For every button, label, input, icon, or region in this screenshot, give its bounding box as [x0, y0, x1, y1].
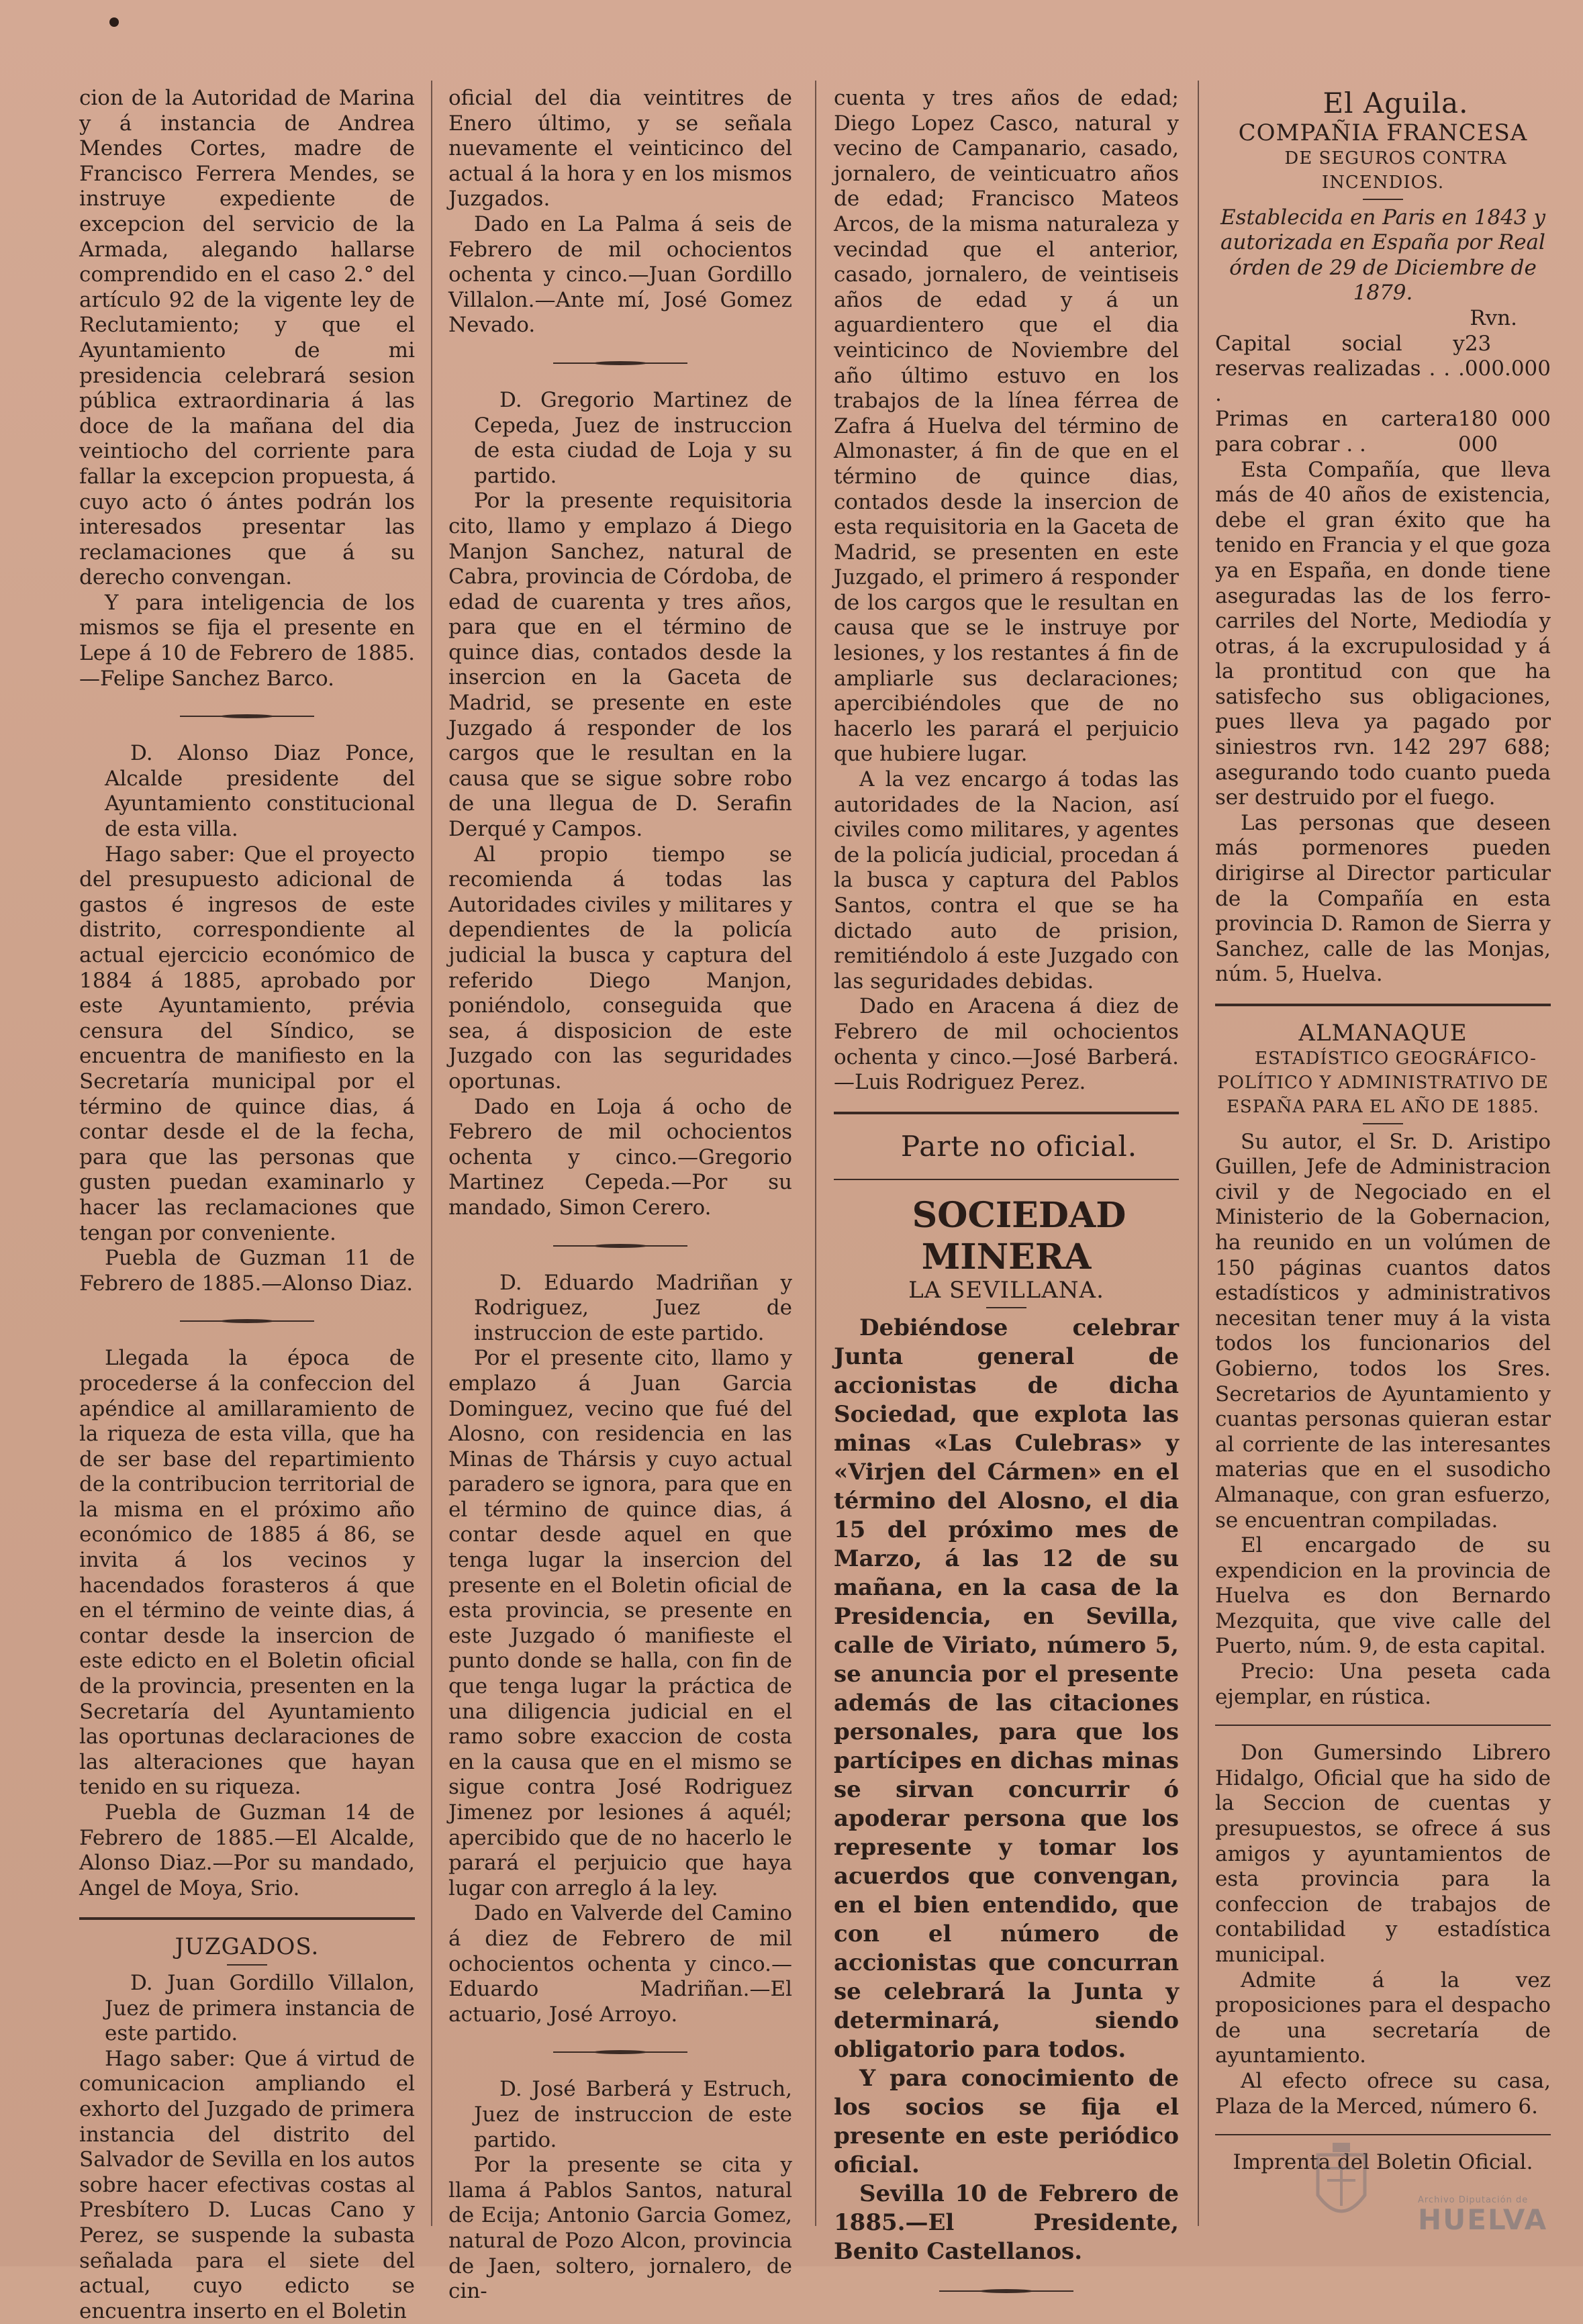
- advert-company: COMPAÑIA FRANCESA: [1238, 119, 1528, 146]
- paragraph: Puebla de Guzman 11 de Febrero de 1885.—Alonso Diaz.: [79, 1246, 415, 1296]
- primas-label: Primas en cartera para cobrar . .: [1215, 407, 1458, 456]
- archive-crest-icon: [1312, 2141, 1370, 2229]
- paragraph: cuenta y tres años de edad; Diego Lopez Casco, natural y vecino de Campanario, casado, jornalero, de veinticuatro años de edad; Francisco Mateos Arcos, de la misma naturaleza y vecindad que el anterior, casado, jornalero, de veintiseis años de edad y á un aguardientero que el dia veinticinco de Noviembre del año último estuvo en los trabajos de la línea férrea de Zafra á Huelva del término de Almonaster, á fin de que en el término de quince dias, contados desde la insercion de esta requisitoria en la Gaceta de Madrid, se presenten en este Juzgado, el primero á responder de los cargos que le resultan en causa que se le instruye por lesiones, y los restantes á fin de ampliarle sus declaraciones; apercibiéndoles que de no hacerlo les parará el perjuicio que hubiere lugar.: [834, 86, 1179, 767]
- paragraph: Por el presente cito, llamo y emplazo á Juan Garcia Dominguez, vecino que fué del Alosno, con residencia en las Minas de Thársis y cuyo actual paradero se ignora, para que en el término de quince dias, á contar desde aquel en que tenga lugar la insercion del presente en el Boletin oficial de esta provincia, se presente en este Juzgado ó manifieste el punto donde se halla, con fin de que tenga lugar la práctica de una diligencia judicial en el ramo sobre exaccion de costa en la causa que en el mismo se sigue contra José Rodriguez Jimenez por lesiones á aquél; apercibido que de no hacerlo le parará el perjuicio que haya lugar con arreglo á la ley.: [448, 1346, 792, 1900]
- currency-label: Rvn.: [1470, 305, 1517, 330]
- paragraph: Dado en La Palma á seis de Febrero de mil ochocientos ochenta y cinco.—Juan Gordillo Villalon.—Ante mí, José Gomez Nevado.: [448, 211, 792, 338]
- capital-label: Capital social y reservas realizadas . . . .: [1215, 331, 1465, 406]
- capital-value: 23 000.000: [1464, 331, 1551, 381]
- section-rule: [834, 1179, 1179, 1180]
- paragraph: Y para inteligencia de los mismos se fija el presente en Lepe á 10 de Febrero de 1885.—Felipe Sanchez Barco.: [79, 590, 415, 691]
- paragraph: Por la presente se cita y llama á Pablos Santos, natural de Ecija; Antonio Garcia Gomez, natural de Pozo Alcon, provincia de Jaen, soltero, jornalero, de cin-: [448, 2153, 792, 2304]
- column-rule: [815, 81, 816, 2226]
- advert-established: Establecida en Paris en 1843 y autorizada en España por Real órden de 29 de Diciembre de 1879.: [1220, 205, 1546, 305]
- ornament-divider: [180, 712, 314, 721]
- primas-row: [1215, 407, 1551, 457]
- notice-heading: D. Juan Gordillo Villalon, Juez de primera instancia de este partido.: [105, 1970, 415, 2046]
- paragraph: Las personas que deseen más pormenores pueden dirigirse al Director particular de la Compañía en esta provincia D. Ramon de Sierra y Sanchez, calle de las Monjas, núm. 5, Huelva.: [1215, 810, 1551, 987]
- paragraph: Hago saber: Que á virtud de comunicacion ampliando el exhorto del Juzgado de primera instancia del distrito del Salvador de Sevilla en los autos sobre hacer efectivas costas al Presbítero D. Lucas Cano y Perez, se suspende la subasta señalada para el siete del actual, cuyo edicto se encuentra inserto en el Boletin: [79, 2046, 416, 2323]
- paragraph: A la vez encargo á todas las autoridades de la Nacion, así civiles como militares, y agentes de la policía judicial, procedan á la busca y captura del Pablos Santos, contra el que se ha dictado auto de prision, remitiéndolo á este Juzgado con las seguridades debidas.: [834, 767, 1179, 994]
- watermark-line1: Archivo Diputación de: [1418, 2195, 1529, 2205]
- short-rule: [227, 1964, 267, 1966]
- column-rule: [431, 81, 432, 2226]
- paragraph: Debiéndose celebrar Junta general de accionistas de dicha Sociedad, que explota las minas «Las Culebras» y «Virjen del Cármen» en el término del Alosno, el dia 15 del próximo mes de Marzo, á las 12 de su mañana, en la casa de la Presidencia, en Sevilla, calle de Viriato, número 5, se anuncia por el presente además de las citaciones personales, para que los partícipes en dichas minas se sirvan concurrir ó apoderar persona que los represente y tomar los acuerdos que convengan, en el bien entendido, que con el número de accionistas que concurran se celebrará la Junta y determinará, siendo obligatorio para todos.: [834, 1314, 1179, 2064]
- short-rule: [986, 1307, 1026, 1308]
- column-4: [1215, 86, 1551, 2219]
- paragraph: Y para conocimiento de los socios se fija el presente en este periódico oficial.: [834, 2065, 1179, 2179]
- paragraph: Llegada la época de procederse á la confeccion del apéndice al amillaramiento de la riqueza de esta villa, que ha de ser base del repartimiento de la contribucion territorial de la misma en el próximo año económico de 1885 á 86, se invita á los vecinos y hacendados forasteros á que en el término de veinte dias, á contar desde la insercion de este edicto en el Boletin oficial de la provincia, presenten en la Secretaría del Ayuntamiento las oportunas declaraciones de las alteraciones que hayan tenido en su riqueza.: [79, 1346, 415, 1800]
- paragraph: Hago saber: Que el proyecto del presupuesto adicional de gastos é ingresos de este distrito, correspondiente al actual ejercicio económico de 1884 á 1885, aprobado por este Ayuntamiento, prévia censura del Síndico, se encuentra de manifiesto en la Secretaría municipal por el término de quince dias, á contar desde el de la fecha, para que las personas que gusten puedan examinarlo y hacer las reclamaciones que tengan por conveniente.: [79, 842, 415, 1245]
- printer-imprint: Imprenta del Boletin Oficial.: [1233, 2150, 1533, 2175]
- notice-heading: D. Alonso Diaz Ponce, Alcalde presidente del Ayuntamiento constitucional de esta villa.: [105, 741, 415, 842]
- section-title: Parte no oficial.: [900, 1129, 1138, 1163]
- ornament-divider: [939, 2286, 1073, 2296]
- short-rule: [1363, 199, 1403, 200]
- column-rule: [1198, 81, 1199, 2226]
- paragraph: Admite á la vez proposiciones para el despacho de una secretaría de ayuntamiento.: [1215, 1968, 1551, 2068]
- paragraph: Esta Compañía, que lleva más de 40 años de existencia, debe el gran éxito que ha tenido en Francia y el que goza ya en España, en donde tiene aseguradas las de los ferro-carriles del Norte, Mediodía y otras, á la excrupulosidad y á la prontitud con que ha satisfecho sus obligaciones, pues lleva ya pagado por siniestros rvn. 142 297 688; asegurando todo cuanto pueda ser destruido por el fuego.: [1215, 457, 1551, 810]
- advert-company-line2: DE SEGUROS CONTRA INCENDIOS.: [1284, 148, 1507, 193]
- notice-heading: D. Gregorio Martinez de Cepeda, Juez de instruccion de esta ciudad de Loja y su partido.: [474, 387, 792, 488]
- paragraph: Dado en Valverde del Camino á diez de Febrero de mil ochocientos ochenta y cinco.—Eduardo Madriñan.—El actuario, José Arroyo.: [448, 1901, 792, 2027]
- section-heading: JUZGADOS.: [175, 1933, 320, 1961]
- watermark-line2: HUELVA: [1418, 2203, 1548, 2236]
- section-rule: [79, 1917, 415, 1920]
- archive-watermark: [1418, 2195, 1547, 2235]
- section-rule: [1215, 2134, 1551, 2135]
- short-rule: [1363, 1123, 1403, 1124]
- notice-heading: D. Eduardo Madriñan y Rodriguez, Juez de instruccion de este partido.: [474, 1270, 792, 1345]
- ornament-divider: [553, 2047, 687, 2057]
- almanac-title: ALMANAQUE: [1298, 1020, 1468, 1047]
- section-rule: [1215, 1725, 1551, 1726]
- paragraph: cion de la Autoridad de Marina y á instancia de Andrea Mendes Cortes, madre de Francisco Ferrera Mendes, se instruye expediente de excepcion del servicio de la Armada, alegando hallarse comprendido en el caso 2.° del artículo 92 de la vigente ley de Reclutamiento; y que el Ayuntamiento de mi presidencia celebrará sesion pública extraordinaria á las doce de la mañana del dia veintiocho del corriente para fallar la excepcion propuesta, á cuyo acto ó ántes podrán los interesados presentar las reclamaciones que á su derecho convengan.: [79, 86, 415, 590]
- paragraph: Puebla de Guzman 14 de Febrero de 1885.—El Alcalde, Alonso Diaz.—Por su mandado, Angel de Moya, Srio.: [79, 1800, 415, 1900]
- ornament-divider: [553, 358, 687, 368]
- ink-spot: [109, 17, 119, 27]
- primas-value: 180 000 000: [1457, 407, 1551, 456]
- paragraph: oficial del dia veintitres de Enero último, y se señala nuevamente el veinticinco del actual á la hora y en los mismos Juzgados.: [448, 86, 792, 211]
- company-subtitle: LA SEVILLANA.: [908, 1276, 1104, 1304]
- ornament-divider: [553, 1241, 687, 1251]
- capital-row: [1215, 332, 1551, 407]
- column-1: [79, 86, 416, 2323]
- notice-heading: D. José Barberá y Estruch, Juez de instruccion de este partido.: [474, 2077, 792, 2152]
- column-3: [834, 86, 1179, 2266]
- paragraph: Al propio tiempo se recomienda á todas las Autoridades civiles y militares y dependientes de la policía judicial la busca y captura del referido Diego Manjon, poniéndolo, conseguida que sea, á disposicion de este Juzgado con las seguridades oportunas.: [448, 842, 792, 1094]
- almanac-subtitle: ESTADÍSTICO GEOGRÁFICO-POLÍTICO Y ADMINISTRATIVO DE ESPAÑA PARA EL AÑO DE 1885.: [1217, 1048, 1549, 1117]
- column-2: [448, 86, 792, 2304]
- paragraph: El encargado de su expendicion en la provincia de Huelva es don Bernardo Mezquita, que vive calle del Puerto, núm. 9, de esta capital.: [1215, 1533, 1551, 1659]
- paragraph: Dado en Aracena á diez de Febrero de mil ochocientos ochenta y cinco.—José Barberá.—Luis Rodriguez Perez.: [834, 994, 1179, 1095]
- company-title: SOCIEDAD MINERA: [912, 1194, 1126, 1277]
- paragraph: Su autor, el Sr. D. Aristipo Guillen, Jefe de Administracion civil y de Negociado en el Ministerio de la Gobernacion, ha reunido en un volúmen de 150 páginas cuantos datos estadísticos y administrativos necesitan tener muy á la vista todos los funcionarios del Gobierno, todos los Sres. Secretarios de Ayuntamiento y cuantas personas quieran estar al corriente de las interesantes materias que en el susodicho Almanaque, con gran esfuerzo, se encuentran compiladas.: [1215, 1129, 1551, 1533]
- paragraph: Al efecto ofrece su casa, Plaza de la Merced, número 6.: [1215, 2068, 1551, 2119]
- paragraph: Sevilla 10 de Febrero de 1885.—El Presidente, Benito Castellanos.: [834, 2180, 1179, 2266]
- ornament-divider: [180, 1316, 314, 1326]
- section-rule: [834, 1112, 1179, 1114]
- paragraph: Dado en Loja á ocho de Febrero de mil ochocientos ochenta y cinco.—Gregorio Martinez Cepeda.—Por su mandado, Simon Cerero.: [448, 1094, 792, 1220]
- advert-title: El Aguila.: [1323, 87, 1469, 119]
- paragraph: Por la presente requisitoria cito, llamo y emplazo á Diego Manjon Sanchez, natural de Cabra, provincia de Córdoba, de edad de cuarenta y tres años, para que en el término de quince dias, contados desde la insercion en la Gaceta de Madrid, se presente en este Juzgado á responder de los cargos que le resultan en la causa que se sigue sobre robo de una llegua de D. Serafin Derqué y Campos.: [448, 489, 792, 842]
- section-rule: [1215, 1004, 1551, 1006]
- paragraph: Precio: Una peseta cada ejemplar, en rústica.: [1215, 1659, 1551, 1709]
- paragraph: Don Gumersindo Librero Hidalgo, Oficial que ha sido de la Seccion de cuentas y presupuestos, se ofrece á sus amigos y ayuntamientos de esta provincia para la confeccion de trabajos de contabilidad y estadística municipal.: [1215, 1741, 1551, 1967]
